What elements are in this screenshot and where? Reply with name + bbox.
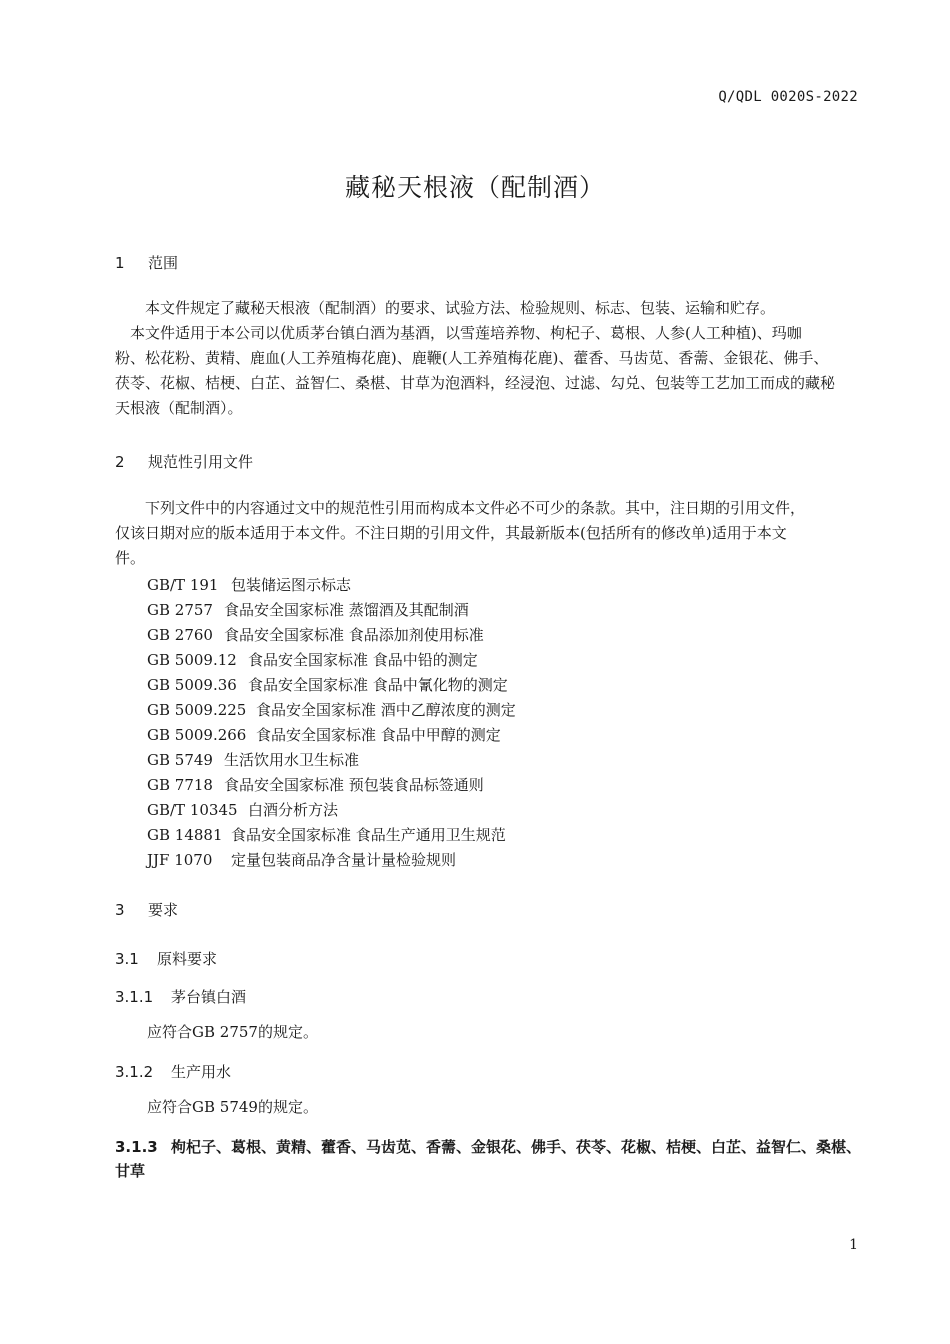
reference-name: 食品安全国家标准 食品生产通用卫生规范 xyxy=(231,826,506,844)
section-2-heading xyxy=(115,451,253,472)
reference-name: 食品安全国家标准 食品添加剂使用标准 xyxy=(224,626,484,644)
section-3-1-2-body xyxy=(147,1095,892,1120)
reference-name: 定量包装商品净含量计量检验规则 xyxy=(231,851,457,869)
reference-item xyxy=(147,823,516,848)
reference-code: GB/T 191 xyxy=(147,576,219,594)
section-3-1-1-body xyxy=(147,1020,892,1045)
paragraph-line: 件。 xyxy=(115,549,146,567)
reference-code: GB 5009.12 xyxy=(147,651,237,669)
reference-name: 食品安全国家标准 食品中铅的测定 xyxy=(248,651,478,669)
section-title: 原料要求 xyxy=(157,950,218,968)
section-title: 茅台镇白酒 xyxy=(171,988,247,1006)
section-number: 2 xyxy=(115,453,125,471)
section-title: 规范性引用文件 xyxy=(148,453,254,471)
page-number: 1 xyxy=(849,1237,858,1253)
reference-name: 食品安全国家标准 酒中乙醇浓度的测定 xyxy=(256,701,516,719)
section-3-1-3-heading xyxy=(115,1136,861,1157)
reference-code: GB 14881 xyxy=(147,826,223,844)
paragraph-line: 天根液（配制酒）。 xyxy=(115,399,243,417)
section-title: 生产用水 xyxy=(171,1063,232,1081)
section-number: 3 xyxy=(115,901,125,919)
reference-item xyxy=(147,648,516,673)
section-3-heading xyxy=(115,899,178,920)
reference-name: 白酒分析方法 xyxy=(248,801,339,819)
reference-item xyxy=(147,623,516,648)
section-title: 要求 xyxy=(148,901,179,919)
reference-item xyxy=(147,698,516,723)
reference-name: 食品安全国家标准 食品中氰化物的测定 xyxy=(248,676,508,694)
reference-item xyxy=(147,773,516,798)
document-title: 藏秘天根液（配制酒） xyxy=(344,173,605,202)
section-number: 3.1.1 xyxy=(115,988,154,1006)
reference-name: 食品安全国家标准 食品中甲醇的测定 xyxy=(256,726,501,744)
reference-code: GB 2760 xyxy=(147,626,213,644)
reference-name: 食品安全国家标准 蒸馏酒及其配制酒 xyxy=(224,601,469,619)
reference-name: 包装储运图示标志 xyxy=(231,576,352,594)
paragraph-line: 仅该日期对应的版本适用于本文件。不注日期的引用文件，其最新版本(包括所有的修改单)适用于本文 xyxy=(115,524,787,542)
reference-item xyxy=(147,573,516,598)
paragraph-line: 粉、松花粉、黄精、鹿血(人工养殖梅花鹿)、鹿鞭(人工养殖梅花鹿)、藿香、马齿苋、香薷、金银花、佛手、 xyxy=(115,349,829,367)
paragraph-line: 本文件适用于本公司以优质茅台镇白酒为基酒，以雪莲培养物、枸杞子、葛根、人参(人工种植)、玛咖 xyxy=(115,324,802,342)
section-number: 3.1.3 xyxy=(115,1138,158,1156)
reference-item xyxy=(147,848,516,873)
section-title: 枸杞子、葛根、黄精、藿香、马齿苋、香薷、金银花、佛手、茯苓、花椒、桔梗、白芷、益智仁、桑椹、 xyxy=(171,1138,862,1156)
section-3-1-3-heading-continued: 甘草 xyxy=(115,1162,146,1180)
section-2-body xyxy=(115,496,860,571)
reference-item xyxy=(147,673,516,698)
reference-item xyxy=(147,748,516,773)
section-title: 范围 xyxy=(148,254,179,272)
paragraph-line: 茯苓、花椒、桔梗、白芷、益智仁、桑椹、甘草为泡酒料，经浸泡、过滤、勾兑、包装等工艺加工而成的藏秘 xyxy=(115,374,836,392)
reference-code: GB 5009.266 xyxy=(147,726,247,744)
reference-code: GB/T 10345 xyxy=(147,801,238,819)
reference-name: 食品安全国家标准 预包装食品标签通则 xyxy=(224,776,484,794)
reference-item xyxy=(147,598,516,623)
section-number: 3.1 xyxy=(115,950,139,968)
normative-references-list xyxy=(147,573,516,873)
reference-name: 生活饮用水卫生标准 xyxy=(224,751,360,769)
paragraph-line: 应符合GB 2757的规定。 xyxy=(147,1023,318,1041)
reference-code: GB 5009.36 xyxy=(147,676,237,694)
paragraph-line: 应符合GB 5749的规定。 xyxy=(147,1098,318,1116)
reference-code: GB 7718 xyxy=(147,776,213,794)
section-number: 1 xyxy=(115,254,125,272)
paragraph-line: 下列文件中的内容通过文中的规范性引用而构成本文件必不可少的条款。其中，注日期的引用文件， xyxy=(115,499,806,517)
reference-code: GB 2757 xyxy=(147,601,213,619)
section-1-body xyxy=(115,296,860,421)
paragraph-line: 本文件规定了藏秘天根液（配制酒）的要求、试验方法、检验规则、标志、包装、运输和贮存。 xyxy=(115,299,776,317)
reference-code: GB 5009.225 xyxy=(147,701,247,719)
section-number: 3.1.2 xyxy=(115,1063,154,1081)
section-3-1-1-heading xyxy=(115,986,246,1007)
reference-code: JJF 1070 xyxy=(147,851,213,869)
section-3-1-heading xyxy=(115,948,217,969)
reference-item xyxy=(147,723,516,748)
reference-item xyxy=(147,798,516,823)
standard-code: Q/QDL 0020S-2022 xyxy=(718,89,858,105)
section-1-heading xyxy=(115,252,178,273)
reference-code: GB 5749 xyxy=(147,751,213,769)
section-3-1-2-heading xyxy=(115,1061,231,1082)
